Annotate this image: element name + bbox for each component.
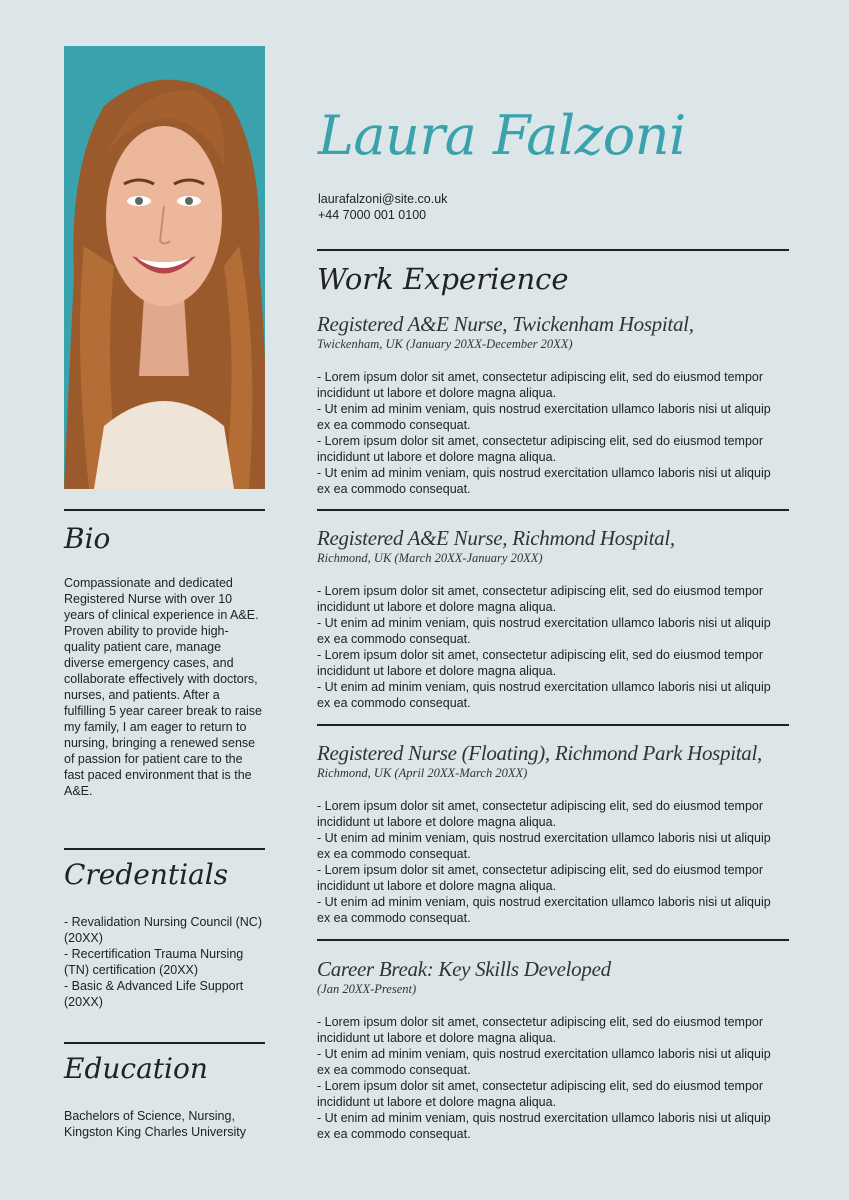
divider	[317, 939, 789, 941]
job-title: Registered Nurse (Floating), Richmond Park Hospital,	[317, 741, 762, 765]
bio-title: Bio	[64, 522, 111, 555]
job-title: Career Break: Key Skills Developed	[317, 957, 611, 981]
divider	[317, 249, 789, 251]
bullet-item: - Ut enim ad minim veniam, quis nostrud exercitation ullamco laboris nisi ut aliquip ex ea commodo consequat.	[317, 1047, 771, 1077]
bullet-item: - Lorem ipsum dolor sit amet, consectetur adipiscing elit, sed do eiusmod tempor incididunt ut labore et dolore magna aliqua.	[317, 584, 764, 614]
bio-text: Compassionate and dedicated Registered Nurse with over 10 years of clinical experience in A&E. Proven ability to provide high-quality patient care, manage diverse emergency cases, and collaborate effectively with doctors, nurses, and patients. After a fulfilling 5 year career break to raise my family, I am eager to return to nursing, bringing a renewed sense of passion for patient care to the fast paced environment that is the A&E.	[64, 576, 263, 798]
bullet-item: - Lorem ipsum dolor sit amet, consectetur adipiscing elit, sed do eiusmod tempor incididunt ut labore et dolore magna aliqua.	[317, 1015, 764, 1045]
job-bullets	[317, 1014, 787, 1142]
job-bullets	[317, 798, 787, 926]
job-subtitle: (Jan 20XX-Present)	[317, 982, 417, 996]
bullet-item: - Lorem ipsum dolor sit amet, consectetur adipiscing elit, sed do eiusmod tempor incididunt ut labore et dolore magna aliqua.	[317, 863, 764, 893]
job-bullets	[317, 583, 787, 711]
education-text: Bachelors of Science, Nursing, Kingston King Charles University	[64, 1109, 247, 1139]
job-entry	[317, 741, 787, 926]
job-bullets	[317, 369, 787, 497]
divider	[317, 509, 789, 511]
credentials-title: Credentials	[64, 858, 229, 891]
bullet-item: - Lorem ipsum dolor sit amet, consectetur adipiscing elit, sed do eiusmod tempor incididunt ut labore et dolore magna aliqua.	[317, 648, 764, 678]
bullet-item: - Ut enim ad minim veniam, quis nostrud exercitation ullamco laboris nisi ut aliquip ex ea commodo consequat.	[317, 895, 771, 925]
job-entry	[317, 957, 787, 1142]
bullet-item: - Lorem ipsum dolor sit amet, consectetur adipiscing elit, sed do eiusmod tempor incididunt ut labore et dolore magna aliqua.	[317, 799, 764, 829]
contact-info	[318, 191, 447, 223]
candidate-name: Laura Falzoni	[318, 104, 686, 167]
bullet-item: - Ut enim ad minim veniam, quis nostrud exercitation ullamco laboris nisi ut aliquip ex ea commodo consequat.	[317, 402, 771, 432]
bullet-item: - Ut enim ad minim veniam, quis nostrud exercitation ullamco laboris nisi ut aliquip ex ea commodo consequat.	[317, 680, 771, 710]
divider	[64, 848, 265, 850]
bullet-item: - Ut enim ad minim veniam, quis nostrud exercitation ullamco laboris nisi ut aliquip ex ea commodo consequat.	[317, 831, 771, 861]
portrait-image	[64, 46, 265, 489]
credential-item: - Basic & Advanced Life Support (20XX)	[64, 979, 244, 1009]
job-title: Registered A&E Nurse, Twickenham Hospital,	[317, 312, 694, 336]
bullet-item: - Lorem ipsum dolor sit amet, consectetur adipiscing elit, sed do eiusmod tempor incididunt ut labore et dolore magna aliqua.	[317, 1079, 764, 1109]
divider	[317, 724, 789, 726]
job-subtitle: Richmond, UK (March 20XX-January 20XX)	[317, 551, 543, 565]
credentials-list	[64, 914, 264, 1010]
job-title: Registered A&E Nurse, Richmond Hospital,	[317, 526, 675, 550]
bullet-item: - Ut enim ad minim veniam, quis nostrud exercitation ullamco laboris nisi ut aliquip ex ea commodo consequat.	[317, 616, 771, 646]
divider	[64, 509, 265, 511]
divider	[64, 1042, 265, 1044]
profile-photo	[64, 46, 265, 489]
credential-item: - Revalidation Nursing Council (NC) (20XX)	[64, 915, 262, 945]
email-text: laurafalzoni@site.co.uk	[318, 192, 448, 206]
job-subtitle: Twickenham, UK (January 20XX-December 20XX)	[317, 337, 573, 351]
job-entry	[317, 312, 787, 497]
job-subtitle: Richmond, UK (April 20XX-March 20XX)	[317, 766, 528, 780]
credential-item: - Recertification Trauma Nursing (TN) certification (20XX)	[64, 947, 244, 977]
bullet-item: - Lorem ipsum dolor sit amet, consectetur adipiscing elit, sed do eiusmod tempor incididunt ut labore et dolore magna aliqua.	[317, 434, 764, 464]
work-experience-title: Work Experience	[317, 262, 569, 296]
bullet-item: - Ut enim ad minim veniam, quis nostrud exercitation ullamco laboris nisi ut aliquip ex ea commodo consequat.	[317, 466, 771, 496]
job-entry	[317, 526, 787, 711]
education-title: Education	[64, 1052, 208, 1085]
phone-text: +44 7000 001 0100	[318, 208, 427, 222]
bullet-item: - Ut enim ad minim veniam, quis nostrud exercitation ullamco laboris nisi ut aliquip ex ea commodo consequat.	[317, 1111, 771, 1141]
bullet-item: - Lorem ipsum dolor sit amet, consectetur adipiscing elit, sed do eiusmod tempor incididunt ut labore et dolore magna aliqua.	[317, 370, 764, 400]
